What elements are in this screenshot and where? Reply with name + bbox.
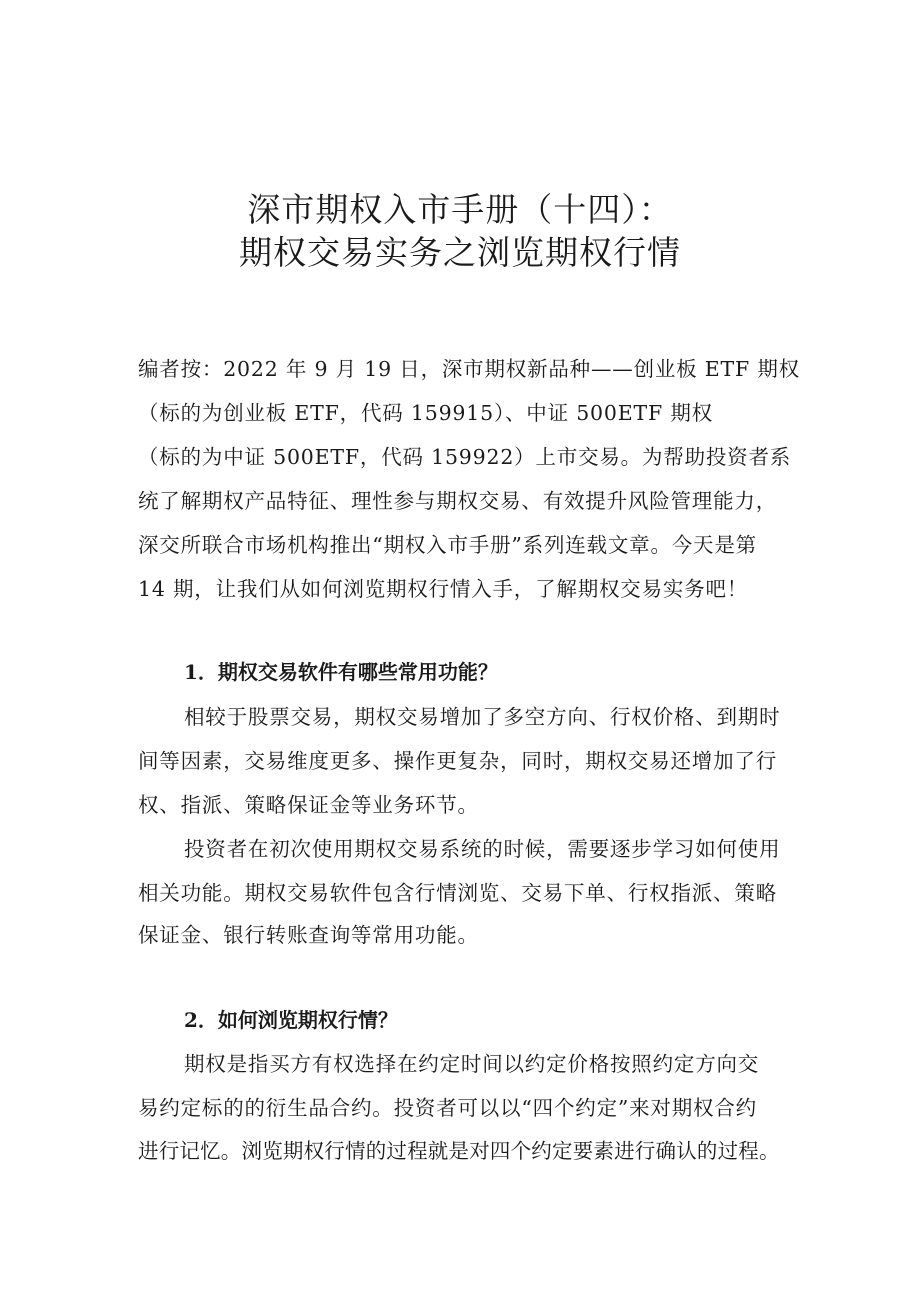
paragraph-line: 相关功能。期权交易软件包含行情浏览、交易下单、行权指派、策略 (138, 881, 777, 905)
paragraph-line: 期权是指买方有权选择在约定时间以约定价格按照约定方向交 (184, 1052, 760, 1076)
paragraph-line: 易约定标的的衍生品合约。投资者可以以“四个约定”来对期权合约 (138, 1096, 757, 1120)
intro-line: 14 期，让我们从如何浏览期权行情入手，了解期权交易实务吧！ (138, 577, 749, 601)
document-title-line-1: 深市期权入市手册（十四）： (247, 190, 673, 229)
intro-line: 深交所联合市场机构推出“期权入市手册”系列连载文章。今天是第 (138, 533, 757, 557)
section-1-heading: 1．期权交易软件有哪些常用功能？ (184, 660, 498, 684)
intro-line: 统了解期权产品特征、理性参与期权交易、有效提升风险管理能力， (138, 489, 777, 513)
paragraph-line: 相较于股票交易，期权交易增加了多空方向、行权价格、到期时 (184, 705, 781, 729)
paragraph-line: 保证金、银行转账查询等常用功能。 (138, 923, 479, 947)
paragraph-line: 间等因素，交易维度更多、操作更复杂，同时，期权交易还增加了行 (138, 749, 777, 773)
paragraph-line: 投资者在初次使用期权交易系统的时候，需要逐步学习如何使用 (184, 837, 781, 861)
paragraph-line: 进行记忆。浏览期权行情的过程就是对四个约定要素进行确认的过程。 (138, 1139, 780, 1163)
intro-line: （标的为创业板 ETF，代码 159915）、中证 500ETF 期权 (138, 401, 713, 425)
section-2-heading: 2．如何浏览期权行情？ (184, 1008, 398, 1032)
intro-line: 编者按：2022 年 9 月 19 日，深市期权新品种——创业板 ETF 期权 (138, 357, 800, 381)
intro-line: （标的为中证 500ETF，代码 159922）上市交易。为帮助投资者系 (138, 445, 792, 469)
paragraph-line: 权、指派、策略保证金等业务环节。 (138, 793, 479, 817)
document-title-line-2: 期权交易实务之浏览期权行情 (239, 233, 681, 272)
